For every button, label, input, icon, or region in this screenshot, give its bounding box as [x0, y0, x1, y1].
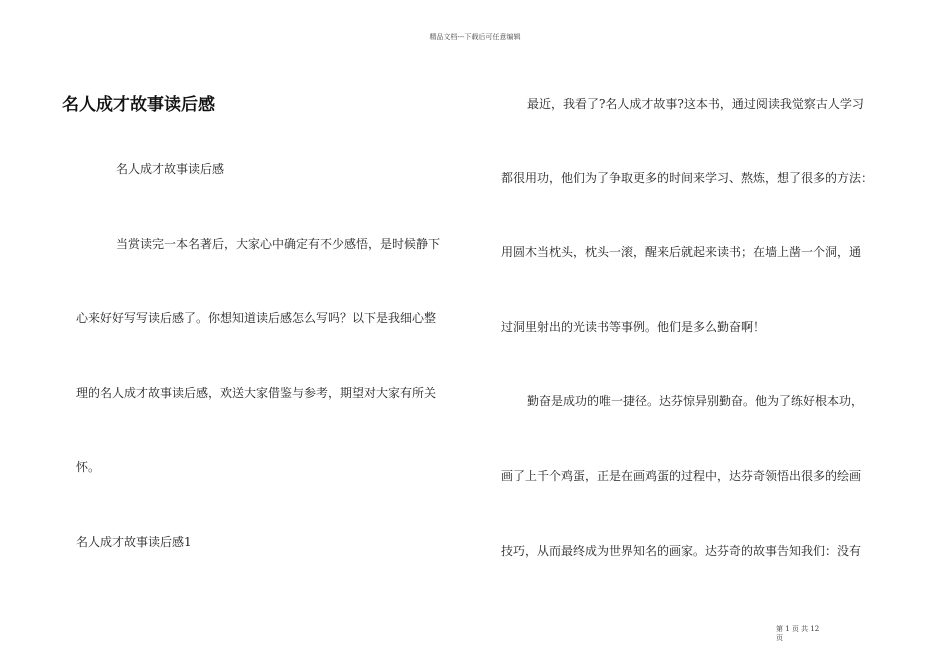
paragraph-line: 都很用功，他们为了争取更多的时间来学习、熬炼，想了很多的方法：: [501, 171, 874, 185]
paragraph-line: 最近，我看了?名人成才故事?这本书，通过阅读我觉察古人学习: [527, 97, 864, 111]
paragraph-line: 画了上千个鸡蛋，正是在画鸡蛋的过程中，达芬奇领悟出很多的绘画: [501, 469, 862, 483]
page-number-label: 第 1 页 共 12: [776, 625, 820, 633]
paragraph-line: 当赏读完一本名著后，大家心中确定有不少感悟，是时候静下: [116, 237, 441, 251]
document-title: 名人成才故事读后感: [62, 95, 215, 115]
section-heading: 名人成才故事读后感1: [76, 535, 192, 549]
paragraph-line: 勤奋是成功的唯一捷径。达芬惊异别勤奋。他为了练好根本功，: [527, 394, 864, 408]
paragraph-line: 心来好好写写读后感了。你想知道读后感怎么写吗？以下是我细心整: [76, 311, 437, 325]
page-number: [776, 625, 819, 643]
paragraph-line: 名人成才故事读后感: [116, 162, 225, 176]
page-number-label-cont: 页: [776, 634, 783, 642]
header-note: 精品文档---下载后可任意编辑: [429, 33, 521, 41]
paragraph-line: 怀。: [76, 460, 101, 474]
paragraph-line: 用圆木当枕头，枕头一滚，醒来后就起来读书；在墙上凿一个洞，通: [501, 245, 862, 259]
paragraph-line: 理的名人成才故事读后感，欢送大家借鉴与参考，期望对大家有所关: [76, 386, 437, 400]
paragraph-line: 过洞里射出的光读书等事例。他们是多么勤奋啊！: [501, 320, 766, 334]
paragraph-line: 技巧，从而最终成为世界知名的画家。达芬奇的故事告知我们：没有: [501, 544, 862, 558]
